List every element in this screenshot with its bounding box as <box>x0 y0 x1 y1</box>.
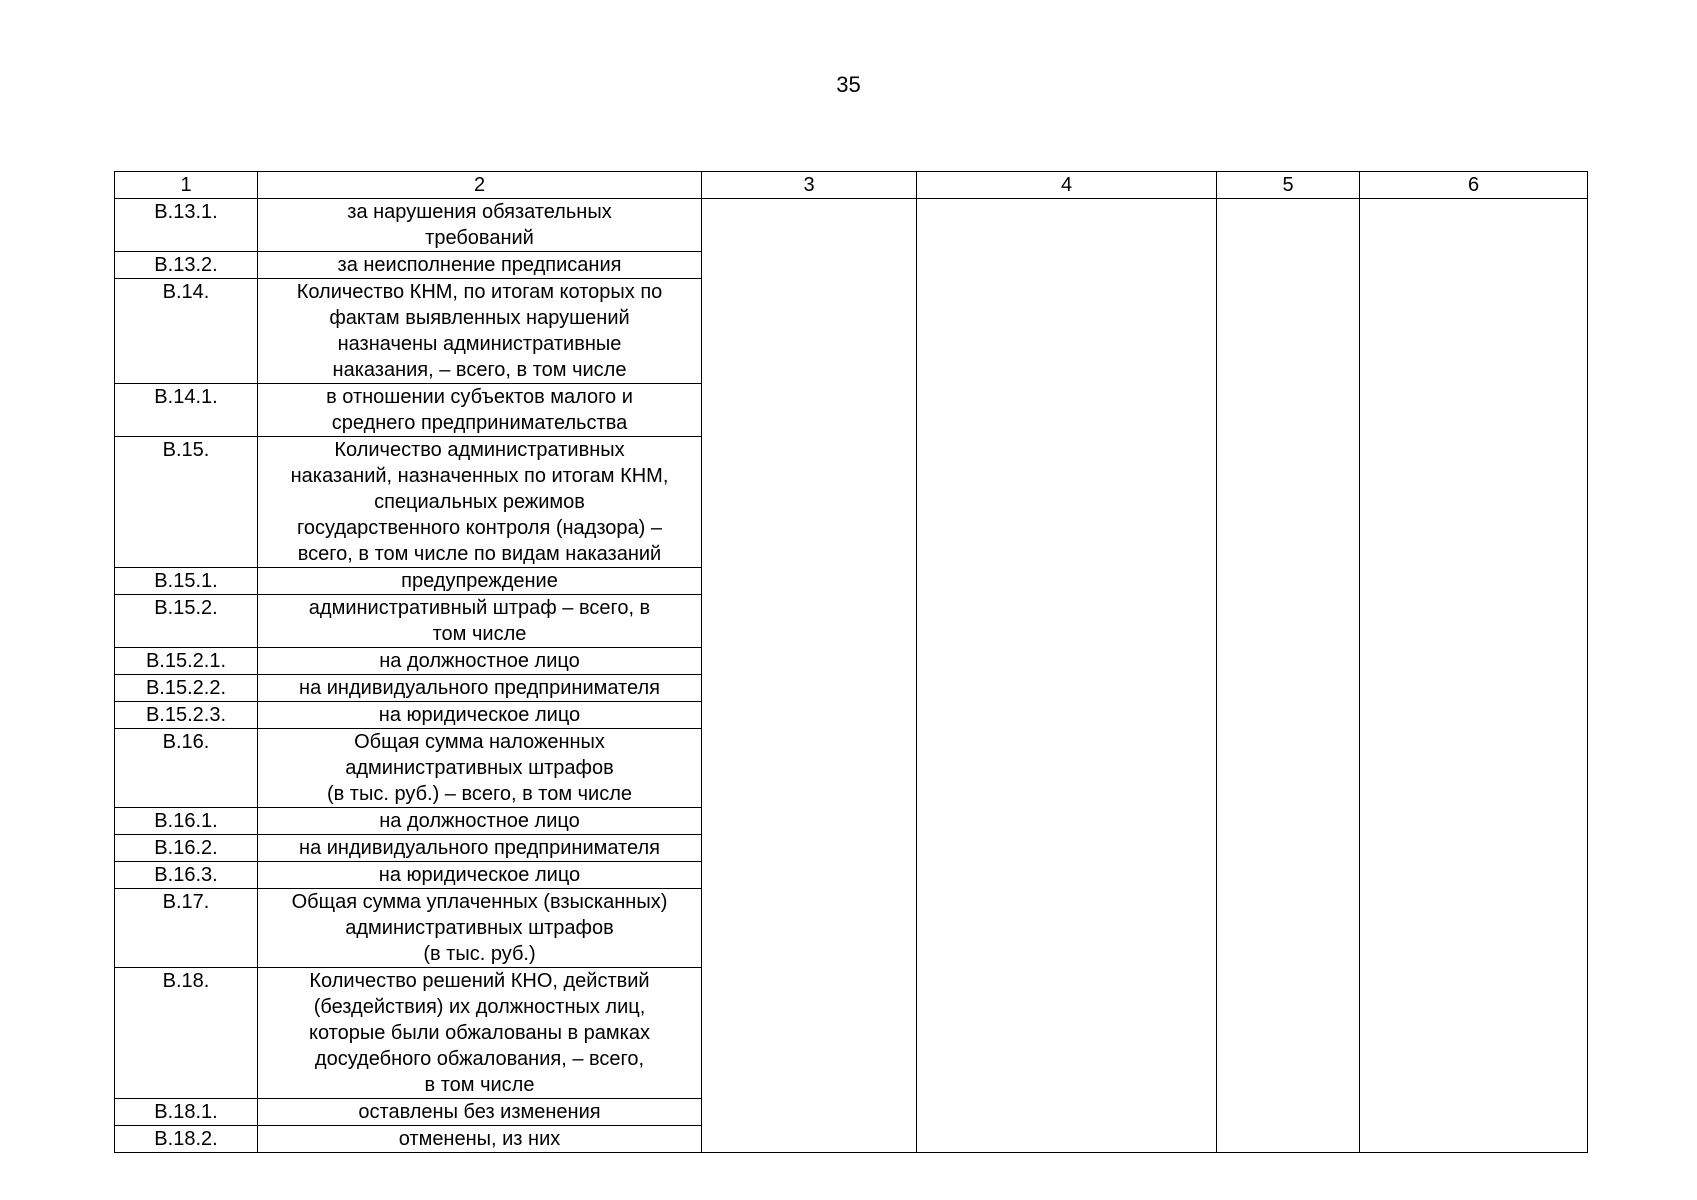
row-description-cell <box>258 199 702 252</box>
empty-column-5-cell <box>1217 199 1360 1153</box>
description-line: досудебного обжалования, – всего, <box>314 1048 645 1070</box>
description-line: за нарушения обязательных <box>347 201 612 223</box>
description-line: административных штрафов <box>345 917 614 939</box>
description-line: том числе <box>432 623 527 645</box>
row-description-cell <box>258 675 702 702</box>
table-body <box>115 199 1588 1153</box>
row-code-cell: В.15.2.2. <box>115 675 258 702</box>
row-description-cell <box>258 968 702 1099</box>
description-line: среднего предпринимательства <box>331 412 628 434</box>
row-description-cell <box>258 808 702 835</box>
description-line: (в тыс. руб.) – всего, в том числе <box>326 783 633 805</box>
row-code-cell: В.15.1. <box>115 568 258 595</box>
table-row <box>115 199 1588 252</box>
description-line: Количество административных <box>334 439 625 461</box>
row-description-cell <box>258 702 702 729</box>
row-code-cell: В.15.2. <box>115 595 258 648</box>
row-description-cell <box>258 568 702 595</box>
row-description-cell <box>258 835 702 862</box>
row-code-cell: В.15. <box>115 437 258 568</box>
description-line: Количество КНМ, по итогам которых по <box>296 281 663 303</box>
description-line: оставлены без изменения <box>358 1101 601 1123</box>
row-description-cell <box>258 279 702 384</box>
row-description-cell <box>258 729 702 808</box>
empty-column-4-cell <box>917 199 1217 1153</box>
description-line: предупреждение <box>401 570 558 592</box>
row-code-cell: В.13.2. <box>115 252 258 279</box>
row-code-cell: В.18.2. <box>115 1126 258 1153</box>
description-line: отменены, из них <box>398 1128 561 1150</box>
row-code-cell: В.14. <box>115 279 258 384</box>
description-line: административных штрафов <box>345 757 614 779</box>
row-code-cell: В.15.2.1. <box>115 648 258 675</box>
row-description-cell <box>258 1126 702 1153</box>
row-code-cell: В.18. <box>115 968 258 1099</box>
row-code-cell: В.16.1. <box>115 808 258 835</box>
row-code-cell: В.18.1. <box>115 1099 258 1126</box>
description-line: в отношении субъектов малого и <box>326 386 633 408</box>
row-code-cell: В.15.2.3. <box>115 702 258 729</box>
column-header-1: 1 <box>115 172 258 199</box>
row-code-cell: В.16. <box>115 729 258 808</box>
description-line: всего, в том числе по видам наказаний <box>297 543 662 565</box>
description-line: Общая сумма уплаченных (взысканных) <box>291 891 668 913</box>
description-line: государственного контроля (надзора) – <box>297 517 662 539</box>
row-description-cell <box>258 862 702 889</box>
row-description-cell <box>258 437 702 568</box>
page-number: 35 <box>836 72 861 97</box>
column-header-2: 2 <box>258 172 702 199</box>
row-description-cell <box>258 595 702 648</box>
description-line: в том числе <box>424 1074 535 1096</box>
row-code-cell: В.14.1. <box>115 384 258 437</box>
empty-column-6-cell <box>1360 199 1588 1153</box>
row-description-cell <box>258 889 702 968</box>
row-code-cell: В.16.2. <box>115 835 258 862</box>
row-description-cell <box>258 252 702 279</box>
row-description-cell <box>258 384 702 437</box>
description-line: наказания, – всего, в том числе <box>332 359 627 381</box>
description-line: Общая сумма наложенных <box>354 731 605 753</box>
description-line: Количество решений КНО, действий <box>309 970 650 992</box>
description-line: которые были обжалованы в рамках <box>309 1022 650 1044</box>
description-line: на должностное лицо <box>379 650 580 672</box>
header-row <box>115 172 1588 199</box>
description-line: (в тыс. руб.) <box>423 943 536 965</box>
description-line: административный штраф – всего, в <box>308 597 651 619</box>
description-line: на индивидуального предпринимателя <box>299 837 660 859</box>
report-table <box>114 171 1588 1153</box>
description-line: наказаний, назначенных по итогам КНМ, <box>290 465 669 487</box>
row-description-cell <box>258 1099 702 1126</box>
description-line: (бездействия) их должностных лиц, <box>313 996 646 1018</box>
description-line: специальных режимов <box>374 491 585 513</box>
column-header-3: 3 <box>702 172 917 199</box>
row-code-cell: В.16.3. <box>115 862 258 889</box>
description-line: фактам выявленных нарушений <box>329 307 630 329</box>
column-header-4: 4 <box>917 172 1217 199</box>
empty-column-3-cell <box>702 199 917 1153</box>
description-line: за неисполнение предписания <box>337 254 622 276</box>
row-code-cell: В.13.1. <box>115 199 258 252</box>
description-line: на юридическое лицо <box>378 864 581 886</box>
row-code-cell: В.17. <box>115 889 258 968</box>
column-header-5: 5 <box>1217 172 1360 199</box>
description-line: на индивидуального предпринимателя <box>299 677 660 699</box>
column-header-6: 6 <box>1360 172 1588 199</box>
row-description-cell <box>258 648 702 675</box>
description-line: назначены административные <box>337 333 622 355</box>
description-line: на должностное лицо <box>379 810 580 832</box>
description-line: на юридическое лицо <box>378 704 581 726</box>
description-line: требований <box>425 227 534 249</box>
